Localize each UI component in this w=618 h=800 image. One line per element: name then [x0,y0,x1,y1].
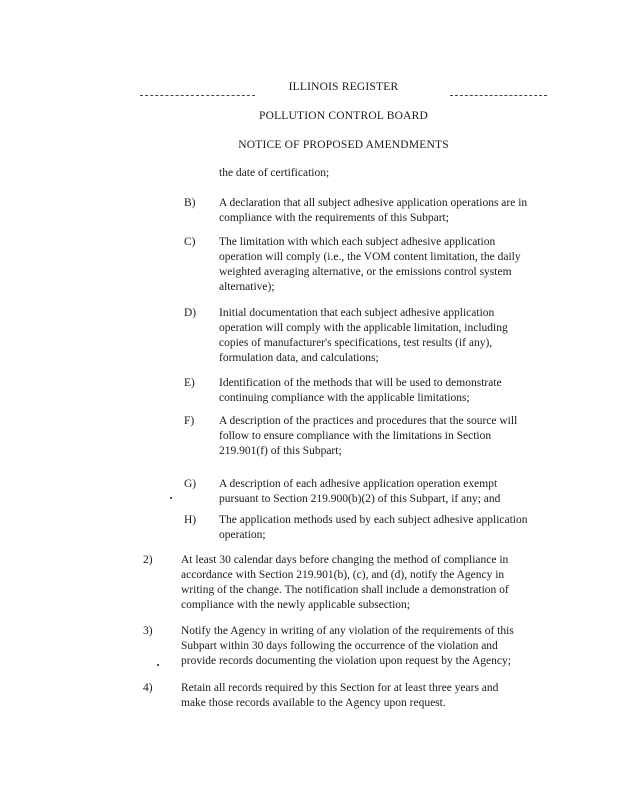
text-line: Subpart within 30 days following the occurrence of the violation and [181,640,498,652]
item-label: E) [184,377,195,389]
item-label: 3) [143,625,153,637]
header-rule-left [140,95,255,96]
text-line: operation; [219,529,266,541]
header-rule-right [450,95,547,96]
item-label: B) [184,197,196,209]
text-line: The limitation with which each subject adhesive application [219,236,496,248]
text-line: formulation data, and calculations; [219,352,379,364]
text-line: A description of the practices and procedures that the source will [219,415,518,427]
item-label: C) [184,236,196,248]
item-label: G) [184,478,197,490]
item-label: H) [184,514,197,526]
text-line: At least 30 calendar days before changing the method of compliance in [181,554,509,566]
text-line: continuing compliance with the applicable limitations; [219,392,470,404]
item-label: F) [184,415,195,427]
continuation-text: the date of certification; [219,167,330,179]
board-title: POLLUTION CONTROL BOARD [258,110,428,122]
text-line: alternative); [219,281,275,293]
text-line: operation will comply (i.e., the VOM content limitation, the daily [219,251,521,263]
item-label: 4) [143,682,153,694]
item-text [219,235,559,295]
text-line: compliance with the newly applicable subsection; [181,599,410,611]
item-label: 2) [143,554,153,566]
text-line: 219.901(f) of this Subpart; [219,445,342,457]
text-line: make those records available to the Agency upon request. [181,697,446,709]
item-text [219,376,559,406]
item-text [219,477,559,507]
text-line: Retain all records required by this Section for at least three years and [181,682,499,694]
text-line: Notify the Agency in writing of any violation of the requirements of this [181,625,514,637]
text-line: weighted averaging alternative, or the emissions control system [219,266,512,278]
item-text [181,553,561,613]
text-line: A declaration that all subject adhesive application operations are in [219,197,528,209]
text-line: A description of each adhesive application operation exempt [219,478,498,490]
item-text [219,513,559,543]
text-line: operation will comply with the applicable limitation, including [219,322,508,334]
text-line: follow to ensure compliance with the limitations in Section [219,430,492,442]
item-text [219,196,559,226]
text-line: compliance with the requirements of this Subpart; [219,212,449,224]
text-line: writing of the change. The notification shall include a demonstration of [181,584,509,596]
text-line: provide records documenting the violation upon request by the Agency; [181,655,511,667]
notice-title: NOTICE OF PROPOSED AMENDMENTS [238,139,449,151]
text-line: The application methods used by each subject adhesive application [219,514,528,526]
item-text [181,624,561,669]
text-line: Identification of the methods that will be used to demonstrate [219,377,502,389]
item-label: D) [184,307,197,319]
item-text [219,306,559,366]
text-line: Initial documentation that each subject adhesive application [219,307,495,319]
text-line: pursuant to Section 219.900(b)(2) of this Subpart, if any; and [219,493,501,505]
text-line: copies of manufacturer's specifications, test results (if any), [219,337,493,349]
register-title: ILLINOIS REGISTER [288,81,399,93]
item-text [219,414,559,459]
scan-speck [157,664,159,666]
scan-speck [170,497,172,499]
text-line: accordance with Section 219.901(b), (c), and (d), notify the Agency in [181,569,505,581]
item-text [181,681,561,711]
